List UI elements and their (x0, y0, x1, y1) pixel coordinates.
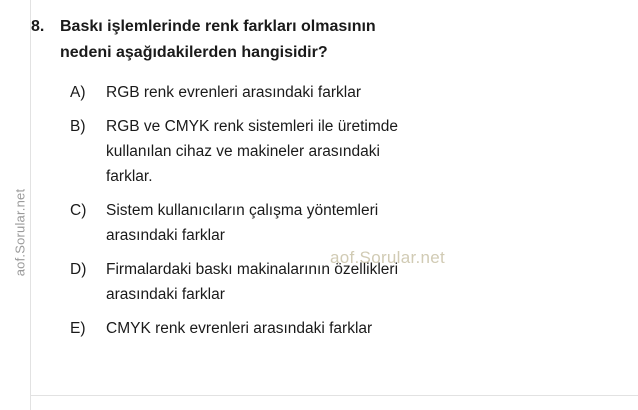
question-text (60, 14, 620, 66)
option-c-line-2: arasındaki farklar (106, 227, 225, 244)
option-b-text (106, 114, 620, 189)
left-watermark-text: aof.Sorular.net (12, 188, 28, 277)
option-a-text (106, 80, 620, 105)
option-b[interactable] (70, 114, 620, 189)
option-e-line-1: CMYK renk evrenleri arasındaki farklar (106, 320, 373, 337)
question-block (30, 14, 620, 66)
question-line-2: nedeni aşağıdakilerden hangisidir? (60, 44, 328, 61)
options-list (30, 80, 620, 341)
option-a-line-1: RGB renk evrenleri arasındaki farklar (106, 84, 361, 101)
option-d-line-1: Firmalardaki baskı makinalarının özellikleri (106, 261, 399, 278)
option-b-line-1: RGB ve CMYK renk sistemleri ile üretimde (106, 118, 398, 135)
option-c[interactable] (70, 198, 620, 248)
option-d[interactable] (70, 257, 620, 307)
option-d-line-2: arasındaki farklar (106, 286, 225, 303)
center-watermark-text: aof.Sorular.net (330, 248, 446, 267)
option-b-letter: B) (70, 118, 86, 135)
question-line-1: Baskı işlemlerinde renk farkları olmasının (60, 18, 376, 35)
option-e-text (106, 316, 620, 341)
option-c-line-1: Sistem kullanıcıların çalışma yöntemleri (106, 202, 379, 219)
option-d-letter: D) (70, 261, 87, 278)
option-b-line-2: kullanılan cihaz ve makineler arasındaki (106, 143, 380, 160)
option-b-line-3: farklar. (106, 168, 153, 185)
question-number: 8. (31, 18, 45, 35)
option-c-text (106, 198, 620, 248)
option-c-letter: C) (70, 202, 87, 219)
option-e-letter: E) (70, 320, 86, 337)
left-margin-strip (0, 0, 31, 410)
question-content (30, 0, 638, 410)
option-e[interactable] (70, 316, 620, 341)
option-a-letter: A) (70, 84, 86, 101)
option-d-text (106, 257, 620, 307)
option-a[interactable] (70, 80, 620, 105)
